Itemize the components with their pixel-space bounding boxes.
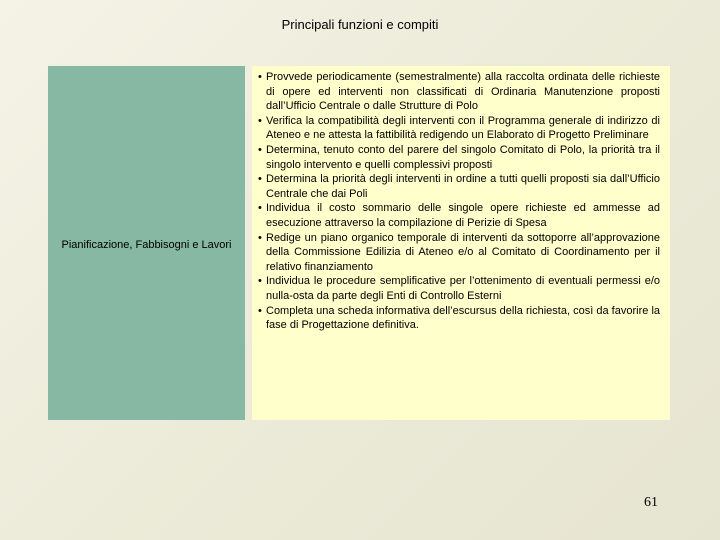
category-label: Pianificazione, Fabbisogni e Lavori xyxy=(61,238,232,251)
page-number: 61 xyxy=(644,495,658,510)
functions-panel xyxy=(252,66,670,420)
list-item: • Determina la priorità degli interventi in ordine a tutti quelli proposti sia dall’Ufficio Centrale che dai Poli xyxy=(258,172,660,201)
functions-list xyxy=(258,70,660,333)
left-category-panel xyxy=(48,66,245,420)
list-item: • Individua le procedure semplificative per l’ottenimento di eventuali permessi e/o nulla-osta da parte degli Enti di Controllo Esterni xyxy=(258,274,660,303)
list-item: • Redige un piano organico temporale di interventi da sottoporre all’approvazione della Commissione Edilizia di Ateneo e/o al Comitato di Coordinamento per il relativo finanziamento xyxy=(258,231,660,275)
list-item: • Provvede periodicamente (semestralmente) alla raccolta ordinata delle richieste di opere ed interventi non classificati di Ordinaria Manutenzione proposti dall’Ufficio Centrale o dalle Strutture di Polo xyxy=(258,70,660,114)
slide-title: Principali funzioni e compiti xyxy=(281,17,439,32)
list-item: • Completa una scheda informativa dell’escursus della richiesta, così da favorire la fase di Progettazione definitiva. xyxy=(258,304,660,333)
list-item: • Individua il costo sommario delle singole opere richieste ed ammesse ad esecuzione attraverso la compilazione di Perizie di Spesa xyxy=(258,201,660,230)
list-item: • Verifica la compatibilità degli interventi con il Programma generale di indirizzo di Ateneo e ne attesta la fattibilità redigendo un Elaborato di Progetto Preliminare xyxy=(258,114,660,143)
list-item: • Determina, tenuto conto del parere del singolo Comitato di Polo, la priorità tra il singolo intervento e quelli complessivi proposti xyxy=(258,143,660,172)
